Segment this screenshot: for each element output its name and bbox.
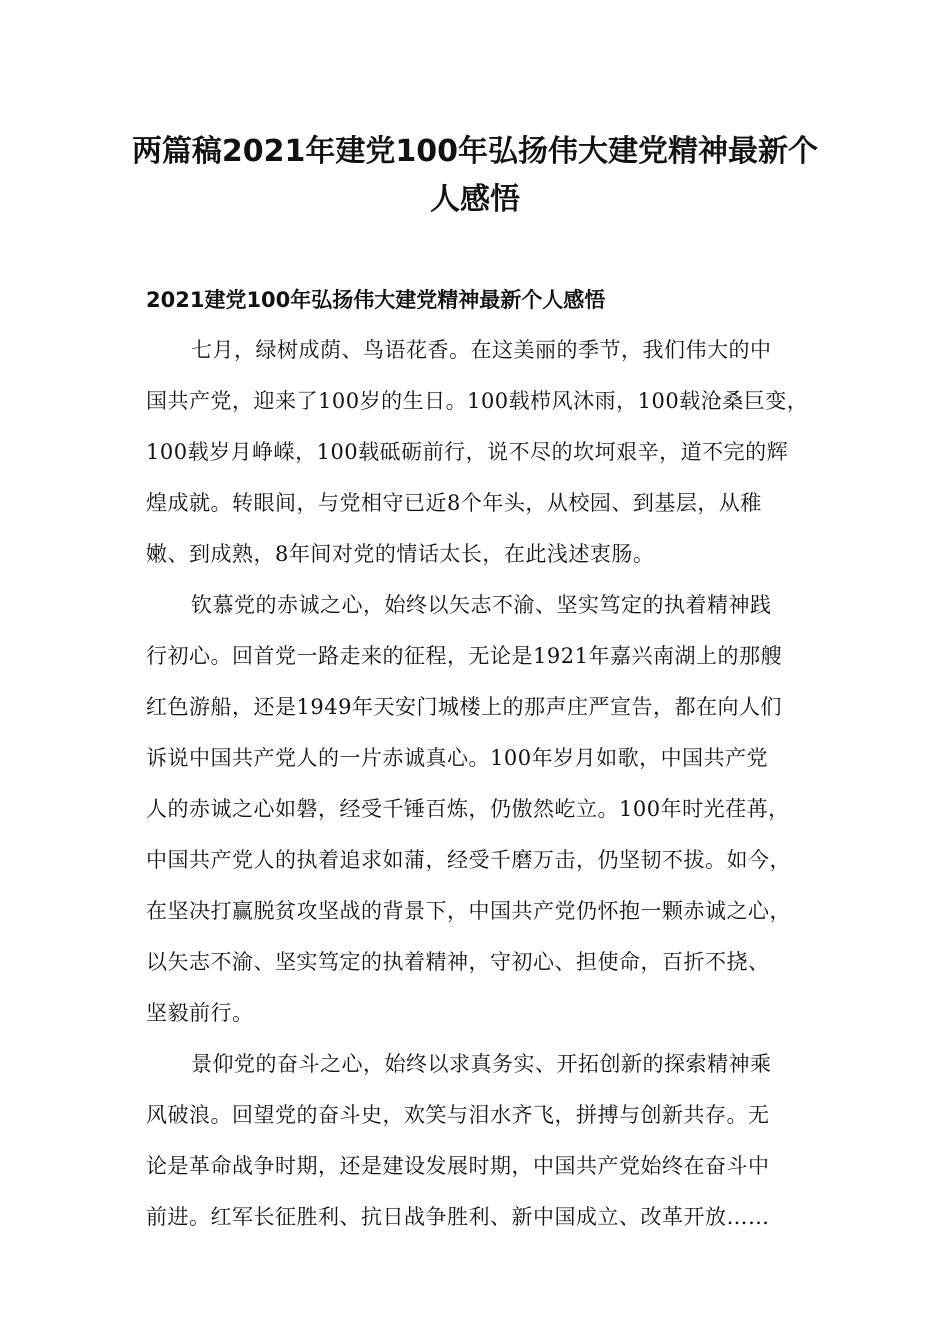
paragraph [146, 1044, 826, 1248]
paragraph [146, 330, 826, 585]
text-line: 人的赤诚之心如磐，经受千锤百炼，仍傲然屹立。100年时光荏苒， [146, 797, 790, 821]
text-line: 前进。红军长征胜利、抗日战争胜利、新中国成立、改革开放…… [146, 1205, 770, 1229]
text-line: 行初心。回首党一路走来的征程，无论是1921年嘉兴南湖上的那艘 [146, 644, 782, 668]
text-line: 钦慕党的赤诚之心，始终以矢志不渝、坚实笃定的执着精神践 [191, 593, 772, 617]
text-line: 以矢志不渝、坚实笃定的执着精神，守初心、担使命，百折不挠、 [146, 950, 770, 974]
text-line: 嫩、到成熟，8年间对党的情话太长，在此浅述衷肠。 [146, 542, 655, 566]
text-line: 七月，绿树成荫、鸟语花香。在这美丽的季节，我们伟大的中 [191, 338, 772, 362]
text-line: 在坚决打赢脱贫攻坚战的背景下，中国共产党仍怀抱一颗赤诚之心， [146, 899, 791, 923]
paragraph [146, 585, 826, 1044]
document-title [100, 128, 850, 224]
text-line: 论是革命战争时期，还是建设发展时期，中国共产党始终在奋斗中 [146, 1154, 770, 1178]
section-heading: 2021建党100年弘扬伟大建党精神最新个人感悟 [146, 288, 606, 312]
text-line: 风破浪。回望党的奋斗史，欢笑与泪水齐飞，拼搏与创新共存。无 [146, 1103, 770, 1127]
text-line: 100载岁月峥嵘，100载砥砺前行，说不尽的坎坷艰辛，道不完的辉 [146, 440, 789, 464]
title-line: 两篇稿2021年建党100年弘扬伟大建党精神最新个 [131, 134, 819, 169]
article-body [146, 330, 826, 1248]
title-line: 人感悟 [430, 182, 520, 217]
text-line: 红色游船，还是1949年天安门城楼上的那声庄严宣告，都在向人们 [146, 695, 782, 719]
text-line: 景仰党的奋斗之心，始终以求真务实、开拓创新的探索精神乘 [191, 1052, 772, 1076]
text-line: 国共产党，迎来了100岁的生日。100载栉风沐雨，100载沧桑巨变， [146, 389, 809, 413]
text-line: 中国共产党人的执着追求如蒲，经受千磨万击，仍坚韧不拔。如今， [146, 848, 791, 872]
text-line: 煌成就。转眼间，与党相守已近8个年头，从校园、到基层，从稚 [146, 491, 762, 515]
text-line: 坚毅前行。 [146, 1001, 254, 1025]
text-line: 诉说中国共产党人的一片赤诚真心。100年岁月如歌，中国共产党 [146, 746, 769, 770]
